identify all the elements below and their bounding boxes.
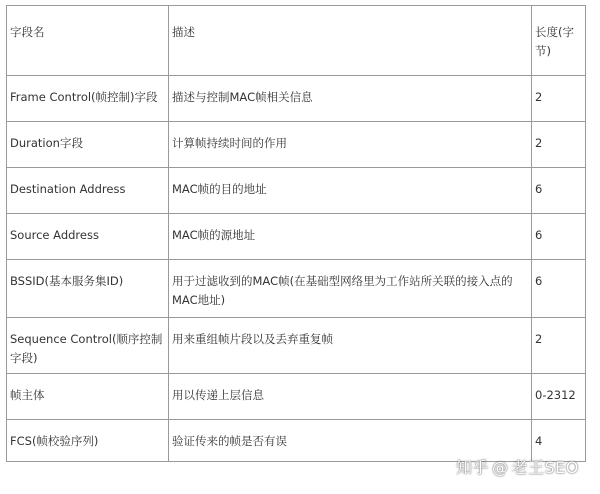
description-cell: 描述与控制MAC帧相关信息 [169, 76, 532, 122]
header-cell-length: 长度(字节) [532, 6, 586, 76]
length-cell: 6 [532, 168, 586, 214]
length-cell: 2 [532, 122, 586, 168]
length-cell: 0-2312 [532, 374, 586, 420]
description-cell: 用来重组帧片段以及丢弃重复帧 [169, 318, 532, 374]
description-cell: MAC帧的源地址 [169, 214, 532, 260]
table-row [7, 122, 586, 168]
table-row [7, 214, 586, 260]
watermark-at: @ [492, 458, 509, 477]
description-cell: 用以传递上层信息 [169, 374, 532, 420]
table-row [7, 76, 586, 122]
field-name-cell: FCS(帧校验序列) [7, 420, 169, 462]
table-row [7, 168, 586, 214]
field-name-cell: Duration字段 [7, 122, 169, 168]
description-cell: 计算帧持续时间的作用 [169, 122, 532, 168]
field-name-cell: BSSID(基本服务集ID) [7, 260, 169, 318]
table-row [7, 318, 586, 374]
description-cell: MAC帧的目的地址 [169, 168, 532, 214]
length-cell: 6 [532, 260, 586, 318]
length-cell: 4 [532, 420, 586, 462]
length-cell: 6 [532, 214, 586, 260]
watermark-author: 老王SEO [511, 458, 579, 477]
zhihu-watermark [456, 455, 579, 478]
table-row [7, 374, 586, 420]
field-name-cell: Frame Control(帧控制)字段 [7, 76, 169, 122]
field-name-cell: 帧主体 [7, 374, 169, 420]
field-name-cell: Source Address [7, 214, 169, 260]
table-header-row [7, 6, 586, 76]
frame-fields-table [6, 5, 586, 462]
description-cell: 验证传来的帧是否有误 [169, 420, 532, 462]
table-row [7, 260, 586, 318]
length-cell: 2 [532, 318, 586, 374]
header-cell-description: 描述 [169, 6, 532, 76]
field-name-cell: Sequence Control(顺序控制字段) [7, 318, 169, 374]
length-cell: 2 [532, 76, 586, 122]
watermark-site: 知乎 [456, 458, 490, 477]
field-name-cell: Destination Address [7, 168, 169, 214]
header-cell-field-name: 字段名 [7, 6, 169, 76]
description-cell: 用于过滤收到的MAC帧(在基础型网络里为工作站所关联的接入点的MAC地址) [169, 260, 532, 318]
